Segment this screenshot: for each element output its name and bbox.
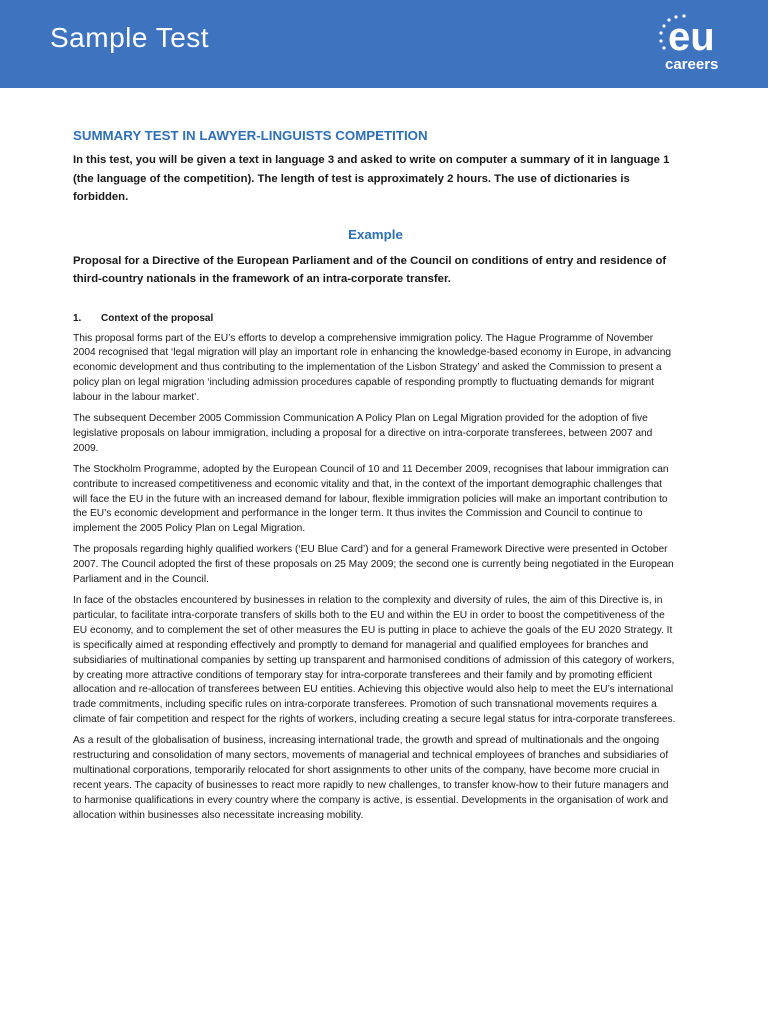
page-header: [0, 0, 768, 88]
eu-careers-logo: [655, 14, 735, 76]
paragraph: The Stockholm Programme, adopted by the European Council of 10 and 11 December 2009, recognises that labour immigration can contribute to increased competitiveness and economic vitality and that, in the context of the important demographic challenges that will face the EU in the future with an increased demand for labour, flexible immigration policies will make an important contribution to the EU’s economic development and performance in the longer term. It thus invites the Commission and Council to continue to implement the 2005 Policy Plan on Legal Migration.: [73, 463, 669, 535]
eu-stars-logo-icon: [655, 14, 735, 58]
paragraph: In face of the obstacles encountered by businesses in relation to the complexity and diversity of rules, the aim of this Directive is, in particular, to facilitate intra-corporate transfers of skills both to the EU and within the EU in order to boost the competitiveness of the EU economy, and to complement the set of other measures the EU is putting in place to achieve the goals of the EU 2020 Strategy. It is specifically aimed at responding effectively and promptly to demand for managerial and qualified employees for branches and subsidiaries of multinational companies by setting up transparent and harmonised conditions of admission of this category of workers, by creating more attractive conditions of temporary stay for intra-corporate transferees and their family and by promoting efficient allocation and re-allocation of transferees between EU entities. Achieving this objective would also help to meet the EU’s international trade commitments, including specific rules on intra-corporate transferees. Promotion of such transnational movements requires a climate of fair competition and respect for the rights of workers, including creating a secure legal status for intra-corporate transferees.: [73, 595, 676, 726]
header-title: Sample Test: [50, 22, 210, 53]
paragraph: As a result of the globalisation of business, increasing international trade, the growth and spread of multinationals and the ongoing restructuring and consolidation of many sectors, movements of managerial and technical employees of branches and subsidiaries of multinational corporations, temporarily relocated for short assignments to other units of the company, have become more crucial in recent years. The capacity of businesses to react more rapidly to new challenges, to transfer know-how to their future managers and to harmonise qualifications in every country where the company is active, is essential. Developments in the organisation of work and allocation within businesses also necessitate increasing mobility.: [73, 735, 669, 821]
section-heading: [73, 313, 678, 324]
main-heading: SUMMARY TEST IN LAWYER-LINGUISTS COMPETITION: [73, 128, 428, 143]
intro-paragraph: In this test, you will be given a text in language 3 and asked to write on computer a summary of it in language 1 (the language of the competition). The length of test is approximately 2 hours. The use of dictionaries is forbidden.: [73, 154, 670, 203]
logo-sub-text: careers: [665, 56, 719, 73]
document-body: [73, 128, 678, 830]
section-number: 1.: [73, 312, 82, 324]
example-heading: Example: [348, 226, 403, 242]
paragraph: The subsequent December 2005 Commission Communication A Policy Plan on Legal Migration provided for the adoption of five legislative proposals on labour immigration, including a proposal for a directive on intra-corporate transferees, between 2007 and 2009.: [73, 413, 653, 454]
proposal-title: Proposal for a Directive of the European Parliament and of the Council on conditions of entry and residence of third-country nationals in the framework of an intra-corporate transfer.: [73, 254, 667, 285]
paragraph: This proposal forms part of the EU’s efforts to develop a comprehensive immigration policy. The Hague Programme of November 2004 recognised that ‘legal migration will play an important role in enhancing the knowledge-based economy in Europe, in advancing economic development and thus contributing to the implementation of the Lisbon Strategy’ and asked the Commission to present a policy plan on legal migration ‘including admission procedures capable of responding promptly to fluctuating demands for migrant labour in the labour market’.: [73, 332, 672, 404]
paragraph: The proposals regarding highly qualified workers (‘EU Blue Card’) and for a general Framework Directive were presented in October 2007. The Council adopted the first of these proposals on 25 May 2009; the second one is currently being negotiated in the European Parliament and in the Council.: [73, 544, 674, 586]
logo-main-text: eu: [668, 15, 715, 58]
section-title: Context of the proposal: [101, 312, 214, 324]
